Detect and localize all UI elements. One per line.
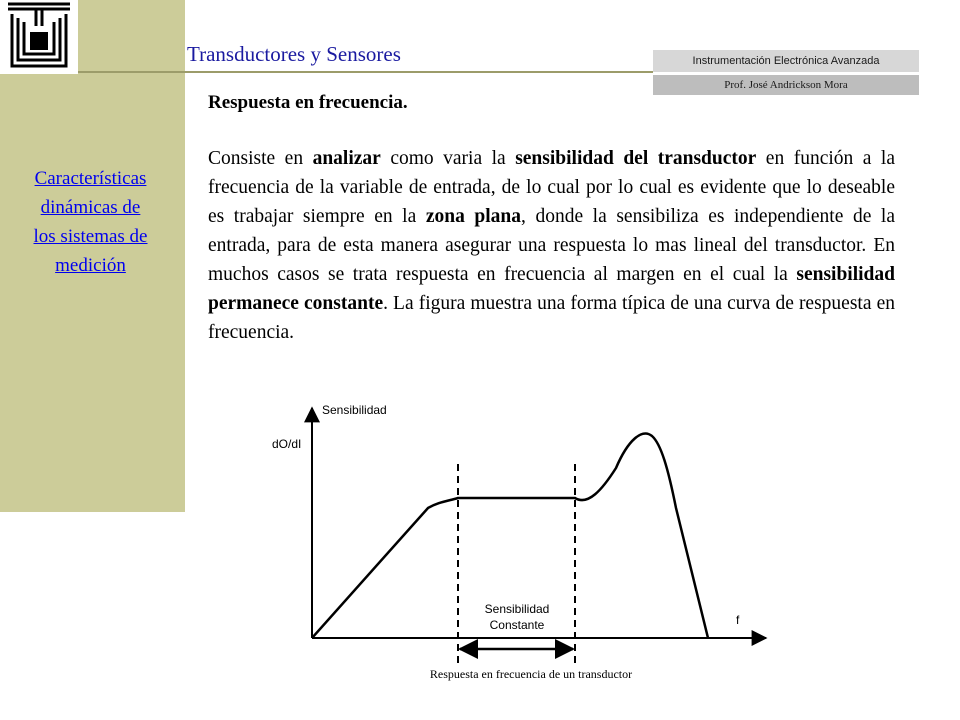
bold-text-run: zona plana — [425, 206, 522, 227]
y-axis-title: Sensibilidad — [322, 403, 387, 417]
text-run: como varia la — [380, 148, 516, 169]
professor-label: Prof. José Andrickson Mora — [653, 75, 919, 95]
section-link-line-2: dinámicas de — [40, 197, 141, 218]
slide-title: Transductores y Sensores — [187, 42, 401, 66]
bold-text-run: analizar — [312, 148, 381, 169]
text-run: . La figura muestra una forma típica de una curva de respuesta en frecuencia. — [208, 293, 895, 343]
course-label: Instrumentación Electrónica Avanzada — [653, 50, 919, 73]
band-label-line-1: Sensibilidad — [484, 602, 550, 616]
band-label-line-2: Constante — [489, 618, 545, 632]
x-axis-label: f — [736, 613, 740, 627]
y-axis-unit: dO/dI — [272, 437, 302, 451]
figure-caption: Respuesta en frecuencia de un transductor — [429, 667, 633, 681]
frequency-response-figure — [266, 398, 775, 685]
section-link-line-4: medición — [55, 255, 126, 276]
section-link[interactable] — [8, 164, 173, 280]
bold-text-run: sensibilidad del transductor — [515, 148, 757, 169]
text-run: , donde la sensibiliza es independiente de la entrada, para de esta manera asegurar una respuesta lo mas lineal del transductor. En muchos casos se trata respuesta en frecuencia al margen en el cual la — [208, 206, 895, 285]
body-paragraph — [208, 144, 895, 347]
section-link-line-3: los sistemas de — [33, 226, 148, 247]
institution-logo — [0, 0, 78, 74]
text-run: Consiste en — [208, 148, 313, 169]
bold-text-run: sensibilidad permanece constante — [208, 264, 895, 314]
header-divider — [78, 71, 653, 73]
section-heading: Respuesta en frecuencia. — [208, 92, 408, 113]
section-link-line-1: Características — [34, 168, 147, 189]
text-run: en función a la frecuencia de la variable de entrada, de lo cual por lo cual es evidente que lo deseable es trabajar siempre en la — [208, 148, 895, 227]
